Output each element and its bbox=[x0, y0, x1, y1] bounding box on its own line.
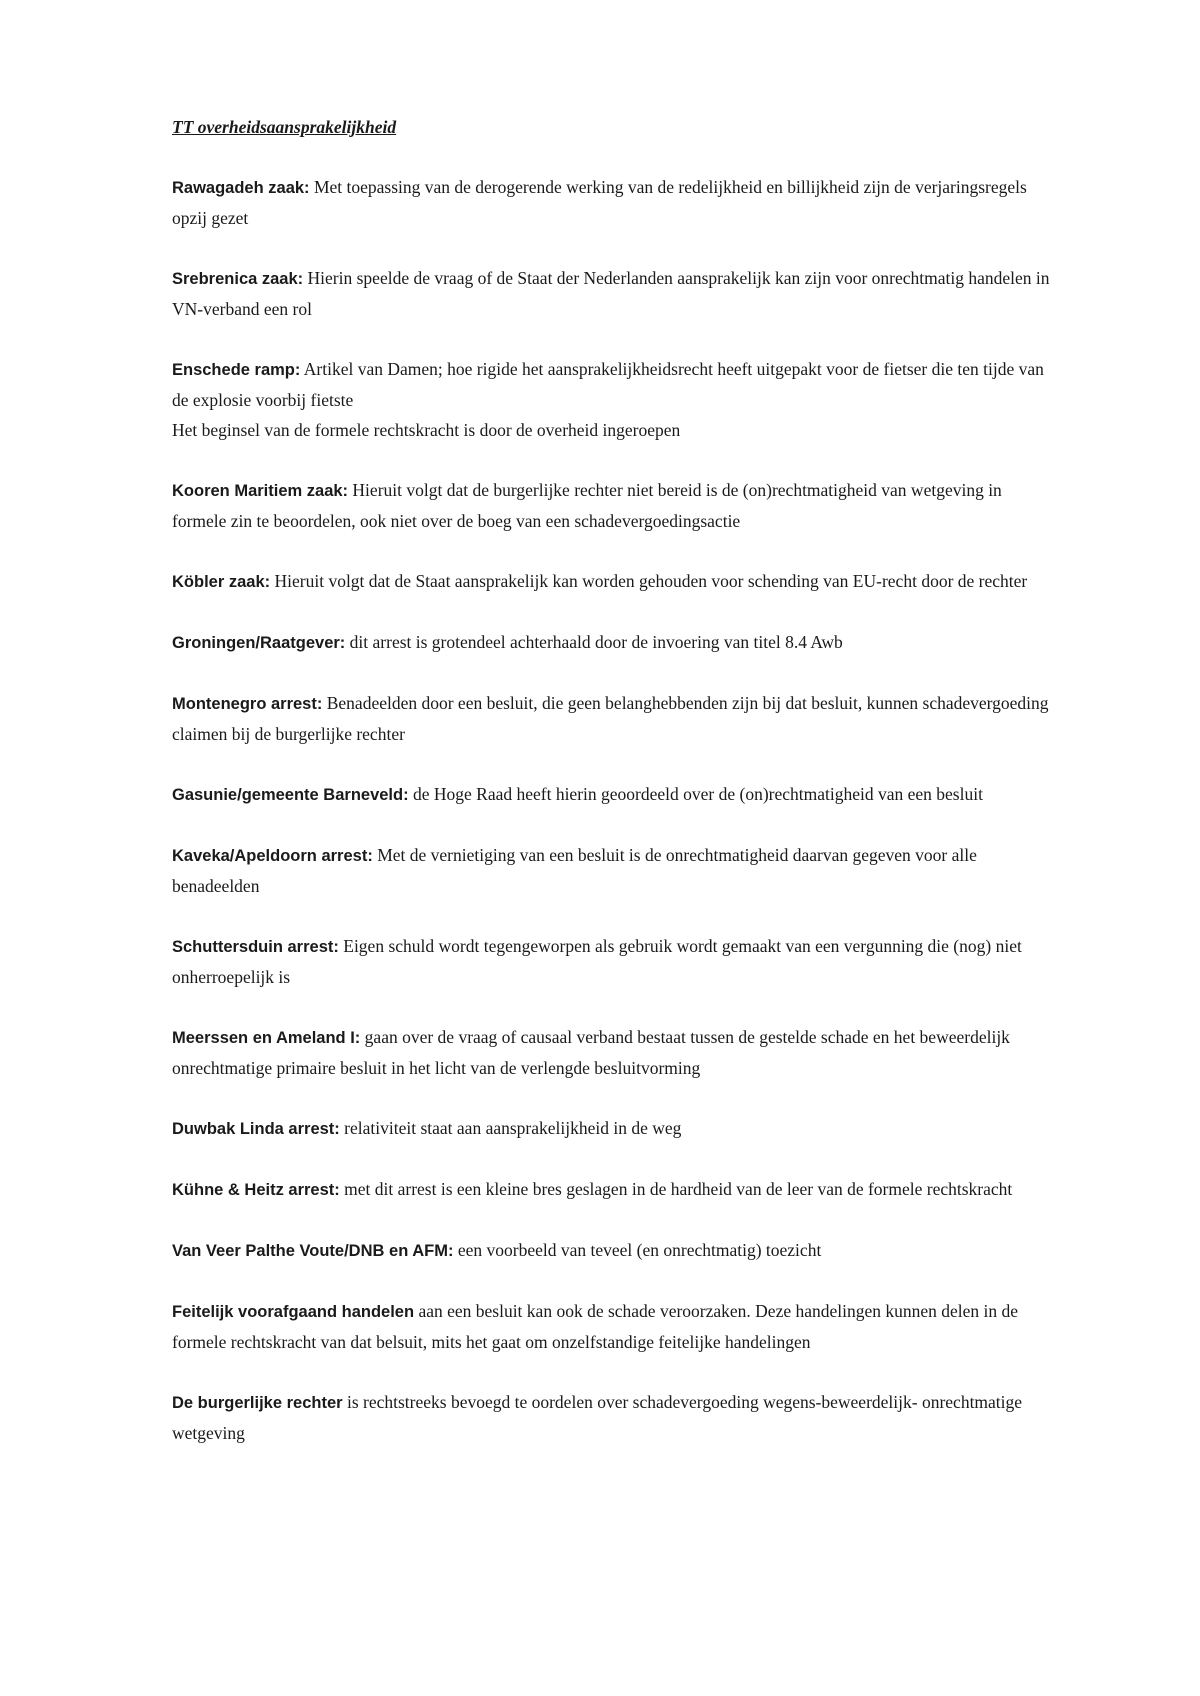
entry-term: Srebrenica zaak: bbox=[172, 270, 304, 288]
entry-term: Gasunie/gemeente Barneveld: bbox=[172, 786, 409, 804]
entry-term: Kühne & Heitz arrest: bbox=[172, 1181, 340, 1199]
entry-kuhne-heitz bbox=[172, 1174, 1052, 1205]
entry-text: Hieruit volgt dat de burgerlijke rechter niet bereid is de (on)rechtmatigheid van wetgeving in formele zin te beoordelen, ook niet over de boeg van een schadevergoedingsactie bbox=[172, 480, 1002, 531]
entry-text: relativiteit staat aan aansprakelijkheid in de weg bbox=[339, 1118, 682, 1138]
entry-kaveka-apeldoorn bbox=[172, 840, 1052, 901]
entry-groningen-raatgever bbox=[172, 627, 1052, 658]
entry-text: een voorbeeld van teveel (en onrechtmatig) toezicht bbox=[453, 1240, 822, 1260]
entry-rawagadeh bbox=[172, 172, 1052, 233]
entry-term: Montenegro arrest: bbox=[172, 695, 323, 713]
entry-term: De burgerlijke rechter bbox=[172, 1394, 343, 1412]
entry-text: is rechtstreeks bevoegd te oordelen over schadevergoeding wegens-beweerdelijk- onrechtmatige wetgeving bbox=[172, 1392, 1023, 1443]
entry-term: Van Veer Palthe Voute/DNB en AFM: bbox=[172, 1242, 454, 1260]
entry-term: Kaveka/Apeldoorn arrest: bbox=[172, 847, 373, 865]
entry-text: Hierin speelde de vraag of de Staat der Nederlanden aansprakelijk kan zijn voor onrechtmatig handelen in VN-verband een rol bbox=[172, 268, 1050, 319]
entry-enschede bbox=[172, 354, 1052, 445]
entry-text: dit arrest is grotendeel achterhaald door de invoering van titel 8.4 Awb bbox=[345, 632, 843, 652]
document-title: TT overheidsaansprakelijkheid bbox=[172, 117, 397, 137]
entry-term: Rawagadeh zaak: bbox=[172, 179, 310, 197]
entry-text: Benadeelden door een besluit, die geen belanghebbenden zijn bij dat besluit, kunnen schadevergoeding claimen bij de burgerlijke rechter bbox=[172, 693, 1049, 744]
document-page bbox=[172, 112, 1052, 1478]
entry-van-veer-palthe-voute bbox=[172, 1235, 1052, 1266]
entry-term: Köbler zaak: bbox=[172, 573, 271, 591]
entry-text: gaan over de vraag of causaal verband bestaat tussen de gestelde schade en het beweerdelijk onrechtmatige primaire besluit in het licht van de verlengde besluitvorming bbox=[172, 1027, 1010, 1078]
entry-burgerlijke-rechter bbox=[172, 1387, 1052, 1448]
entry-term: Schuttersduin arrest: bbox=[172, 938, 339, 956]
entry-kooren-maritiem bbox=[172, 475, 1052, 536]
entry-text: Artikel van Damen; hoe rigide het aansprakelijkheidsrecht heeft uitgepakt voor de fietser die ten tijde van de explosie voorbij fietste bbox=[172, 359, 1044, 410]
entry-srebrenica bbox=[172, 263, 1052, 324]
entry-feitelijk-handelen bbox=[172, 1296, 1052, 1357]
entry-text: de Hoge Raad heeft hierin geoordeeld over de (on)rechtmatigheid van een besluit bbox=[408, 784, 983, 804]
entry-term: Duwbak Linda arrest: bbox=[172, 1120, 340, 1138]
entry-text: Met toepassing van de derogerende werking van de redelijkheid en billijkheid zijn de verjaringsregels opzij gezet bbox=[172, 177, 1027, 228]
entry-duwbak-linda bbox=[172, 1113, 1052, 1144]
entry-gasunie-barneveld bbox=[172, 779, 1052, 810]
entry-term: Groningen/Raatgever: bbox=[172, 634, 346, 652]
entry-term: Meerssen en Ameland I: bbox=[172, 1029, 361, 1047]
entry-text: Eigen schuld wordt tegengeworpen als gebruik wordt gemaakt van een vergunning die (nog) niet onherroepelijk is bbox=[172, 936, 1022, 987]
entry-montenegro bbox=[172, 688, 1052, 749]
entry-term: Enschede ramp: bbox=[172, 361, 301, 379]
entry-text: aan een besluit kan ook de schade veroorzaken. Deze handelingen kunnen delen in de formele rechtskracht van dat belsuit, mits het gaat om onzelfstandige feitelijke handelingen bbox=[172, 1301, 1019, 1352]
entry-text: met dit arrest is een kleine bres geslagen in de hardheid van de leer van de formele rechtskracht bbox=[339, 1179, 1013, 1199]
entry-text: Met de vernietiging van een besluit is de onrechtmatigheid daarvan gegeven voor alle benadeelden bbox=[172, 845, 977, 896]
entry-term: Feitelijk voorafgaand handelen bbox=[172, 1303, 415, 1321]
entry-kobler bbox=[172, 566, 1052, 597]
entry-meerssen-ameland bbox=[172, 1022, 1052, 1083]
entry-schuttersduin bbox=[172, 931, 1052, 992]
entry-extra-line: Het beginsel van de formele rechtskracht is door de overheid ingeroepen bbox=[172, 420, 681, 440]
entry-text: Hieruit volgt dat de Staat aansprakelijk kan worden gehouden voor schending van EU-recht door de rechter bbox=[270, 571, 1028, 591]
entry-term: Kooren Maritiem zaak: bbox=[172, 482, 349, 500]
